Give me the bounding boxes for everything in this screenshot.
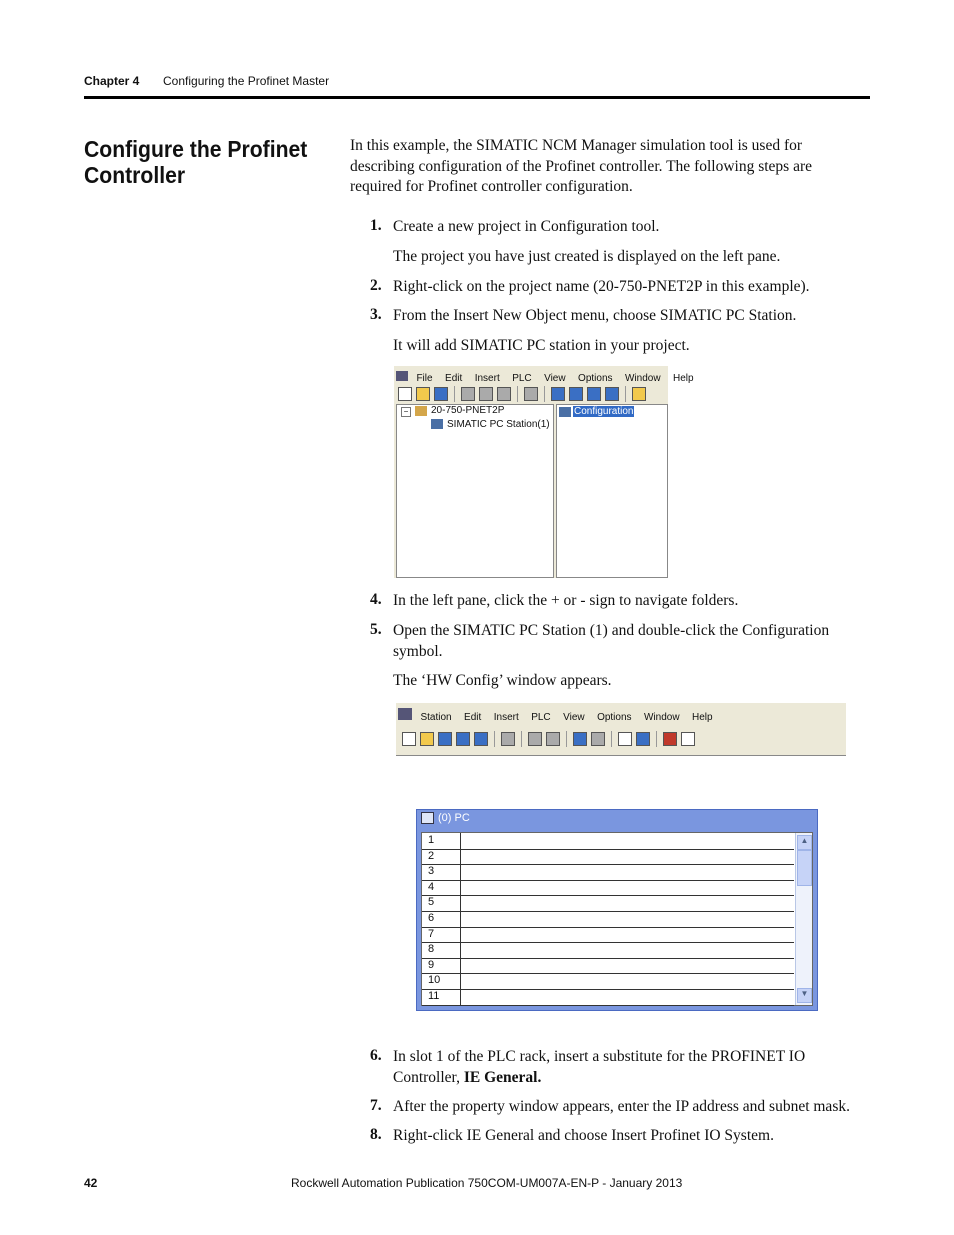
menu-options[interactable]: Options [578,373,613,384]
slot-row[interactable] [422,973,794,990]
collapse-toggle[interactable]: − [401,407,411,417]
configuration-item[interactable]: Configuration [574,406,634,417]
step-note: It will add SIMATIC PC station in your project. [393,337,690,354]
slot-number: 11 [428,990,440,1002]
network-view-icon[interactable] [663,732,677,746]
slot-divider [460,864,461,880]
pc-station-icon [431,419,443,429]
slot-row[interactable] [422,833,794,850]
toolbar-separator [494,731,495,747]
hw-toolbar [402,731,695,747]
app-icon [398,708,412,720]
app-icon [396,371,408,381]
slot-row[interactable] [422,849,794,866]
step-text: Right-click on the project name (20-750-PNET2P in this example). [393,278,810,295]
menu-help[interactable]: Help [692,712,713,723]
tree-item-pc-station[interactable]: SIMATIC PC Station(1) [447,419,550,430]
scroll-up-arrow-icon[interactable]: ▲ [797,835,812,850]
ncm-menu-bar [396,368,702,386]
tree-item-project[interactable]: 20-750-PNET2P [431,405,505,416]
new-icon[interactable] [398,387,412,401]
rack-icon [421,812,434,824]
paste-icon[interactable] [546,732,560,746]
network-icon[interactable] [434,387,448,401]
step-number: 3. [370,306,382,323]
slot-number: 4 [428,880,435,893]
section-title: Configure the Profinet Controller [84,136,308,188]
network-icon[interactable] [438,732,452,746]
slot-divider [460,989,461,1005]
rack-title-bar [421,812,470,824]
chapter-title: Configuring the Profinet Master [163,74,330,88]
hw-config-window [396,703,846,756]
step-number: 7. [370,1097,382,1114]
menu-station[interactable]: Station [420,712,452,723]
slot-row[interactable] [422,895,794,912]
menu-edit[interactable]: Edit [464,712,482,723]
rack-table [421,832,813,1006]
running-header [84,74,330,88]
paste-icon[interactable] [497,387,511,401]
open-folder-icon[interactable] [420,732,434,746]
menu-plc[interactable]: PLC [512,373,532,384]
step-number: 8. [370,1126,382,1143]
hw-menu-bar [398,707,721,725]
cut-icon[interactable] [461,387,475,401]
download-icon[interactable] [573,732,587,746]
menu-window[interactable]: Window [624,373,661,384]
toolbar-separator [611,731,612,747]
step-text: From the Insert New Object menu, choose SIMATIC PC Station. [393,307,797,324]
rack-title: (0) PC [438,812,470,824]
slot-row[interactable] [422,942,794,959]
scroll-thumb[interactable] [797,850,812,886]
step-text: Right-click IE General and choose Insert Profinet IO System. [393,1127,774,1144]
slot-row[interactable] [422,911,794,928]
upload-icon[interactable] [591,732,605,746]
step-note: The ‘HW Config’ window appears. [393,672,612,689]
menu-edit[interactable]: Edit [445,373,463,384]
copy-icon[interactable] [528,732,542,746]
download-icon[interactable] [524,387,538,401]
slot-number: 10 [428,974,441,987]
step-text: After the property window appears, enter the IP address and subnet mask. [393,1098,850,1115]
menu-window[interactable]: Window [643,712,680,723]
toolbar-separator [656,731,657,747]
slot-number: 7 [428,927,435,940]
slot-divider [460,849,461,865]
save-icon[interactable] [456,732,470,746]
toolbar-separator [566,731,567,747]
slot-divider [460,942,461,958]
slot-divider [460,895,461,911]
publication-footer: Rockwell Automation Publication 750COM-UM007A-EN-P - January 2013 [291,1176,683,1190]
menu-options[interactable]: Options [597,712,632,723]
slot-row[interactable] [422,880,794,897]
step-text-bold: IE General. [463,1068,542,1086]
step-text-main: In slot 1 of the PLC rack, insert a substitute for the PROFINET IO Controller, [393,1048,806,1086]
ncm-manager-window [394,366,694,578]
scroll-down-arrow-icon[interactable]: ▼ [797,988,812,1003]
menu-file[interactable]: File [416,373,433,384]
menu-insert[interactable]: Insert [493,712,519,723]
up-folder-icon[interactable] [632,387,646,401]
catalog-icon[interactable] [618,732,632,746]
save-compile-icon[interactable] [474,732,488,746]
tree-pane [396,404,554,578]
step-number: 4. [370,591,382,608]
rack-window [416,809,818,1011]
object-pane [556,404,668,578]
step-number: 6. [370,1047,382,1064]
slot-number: 8 [428,943,435,956]
slot-divider [460,911,461,927]
toolbar-separator [521,731,522,747]
slot-number: 6 [428,912,435,924]
slot-number: 5 [428,896,435,909]
project-icon [415,406,427,416]
slot-row[interactable] [422,864,794,881]
step-text: In the left pane, click the + or - sign to navigate folders. [393,592,739,609]
slot-number: 2 [428,849,435,862]
slot-row[interactable] [422,958,794,975]
slot-row[interactable] [422,989,794,1006]
step-text [393,1047,863,1088]
slot-number: 1 [428,834,435,846]
slot-number: 3 [428,865,435,878]
slot-row[interactable] [422,927,794,944]
toolbar-separator [625,386,626,402]
slot-number: 9 [428,958,435,971]
step-text: Open the SIMATIC PC Station (1) and double-click the Configuration symbol. [393,622,830,660]
menu-view[interactable]: View [544,373,566,384]
list-view-icon[interactable] [587,387,601,401]
intro-paragraph: In this example, the SIMATIC NCM Manager simulation tool is used for describing configuration of the Profinet controller. The following steps are required for Profinet controller configuration. [350,137,813,195]
toolbar-separator [544,386,545,402]
toolbar-separator [517,386,518,402]
page-number: 42 [84,1176,98,1190]
chapter-label: Chapter 4 [84,74,140,88]
step-number: 1. [370,217,382,234]
tree-view-icon[interactable] [569,387,583,401]
slot-divider [460,927,461,943]
slot-divider [460,958,461,974]
help-icon[interactable] [681,732,695,746]
header-rule [84,96,870,99]
step-number: 2. [370,277,382,294]
details-view-icon[interactable] [605,387,619,401]
menu-help[interactable]: Help [673,373,694,384]
copy-icon[interactable] [479,387,493,401]
menu-plc[interactable]: PLC [531,712,551,723]
window-icon[interactable] [636,732,650,746]
open-folder-icon[interactable] [416,387,430,401]
print-icon[interactable] [501,732,515,746]
menu-view[interactable]: View [563,712,585,723]
menu-insert[interactable]: Insert [474,373,500,384]
new-icon[interactable] [402,732,416,746]
slot-divider [460,973,461,989]
step-text: Create a new project in Configuration tool. [393,218,660,235]
step-note: The project you have just created is displayed on the left pane. [393,248,781,265]
ncm-toolbar [398,386,646,402]
slot-divider [460,833,461,849]
toolbar-separator [454,386,455,402]
rack-scrollbar[interactable] [795,833,812,1005]
slot-divider [460,880,461,896]
view-icon[interactable] [551,387,565,401]
step-number: 5. [370,621,382,638]
configuration-icon [559,407,571,417]
